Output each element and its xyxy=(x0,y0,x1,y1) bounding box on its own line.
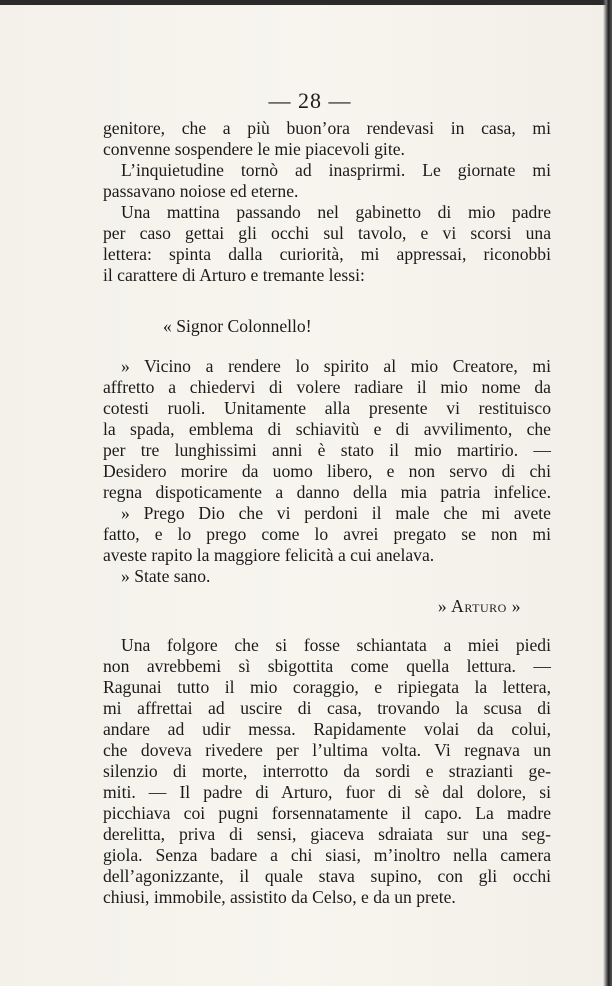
text-line: Una folgore che si fosse schiantata a miei piedi xyxy=(121,635,551,655)
text-line: convenne sospendere le mie piacevoli gite. xyxy=(103,139,405,159)
paragraph-block-1 xyxy=(103,118,551,286)
text-line: Una mattina passando nel gabinetto di mio padre xyxy=(121,202,551,222)
paragraph-block-2 xyxy=(103,635,551,908)
text-line: dell’agonizzante, il quale stava supino, con gli occhi xyxy=(103,866,551,886)
text-line: miti. — Il padre di Arturo, fuor di sè dal dolore, si xyxy=(103,782,551,802)
letter-body xyxy=(103,356,551,587)
text-line: lettera: spinta dalla curiorità, mi appressai, riconobbi xyxy=(103,244,551,264)
text-line: chiusi, immobile, assistito da Celso, e da un prete. xyxy=(103,887,456,907)
text-line: cotesti ruoli. Unitamente alla presente vi restituisco xyxy=(103,398,551,418)
text-line: Ragunai tutto il mio coraggio, e ripiegata la lettera, xyxy=(103,677,551,697)
text-line: andare ad udir messa. Rapidamente volai da colui, xyxy=(103,719,551,739)
page-number: — 28 — xyxy=(268,88,352,113)
text-line: affretto a chiedervi di volere radiare il mio nome da xyxy=(103,377,551,397)
text-line: che doveva rivedere per l’ultima volta. Vi regnava un xyxy=(103,740,551,760)
letter-signature-block xyxy=(103,596,551,617)
text-line: » Vicino a rendere lo spirito al mio Creatore, mi xyxy=(121,356,551,376)
text-line: regna dispoticamente a danno della mia patria infelice. xyxy=(103,482,551,502)
text-line: fatto, e lo prego come lo avrei pregato se non mi xyxy=(103,524,551,544)
text-line: passavano noiose ed eterne. xyxy=(103,181,299,201)
letter-salutation-block xyxy=(103,316,551,337)
text-line: il carattere di Arturo e tremante lessi: xyxy=(103,265,365,285)
text-line: la spada, emblema di schiavitù e di avvilimento, che xyxy=(103,419,551,439)
text-line: derelitta, priva di sensi, giaceva sdraiata sur una seg- xyxy=(103,824,551,844)
letter-salutation: « Signor Colonnello! xyxy=(163,316,312,336)
text-line: Desidero morire da uomo libero, e non servo di chi xyxy=(103,461,551,481)
text-line: L’inquietudine tornò ad inasprirmi. Le giornate mi xyxy=(121,160,551,180)
page-top-edge xyxy=(0,0,612,5)
text-line: non avrebbemi sì sbigottita come quella lettura. — xyxy=(103,656,551,676)
text-line: per tre lunghissimi anni è stato il mio martirio. — xyxy=(103,440,551,460)
text-line: giola. Senza badare a chi siasi, m’inoltro nella camera xyxy=(103,845,551,865)
text-line: genitore, che a più buon’ora rendevasi in casa, mi xyxy=(103,118,551,138)
page-binding-edge xyxy=(603,0,612,986)
text-line: » State sano. xyxy=(121,566,211,586)
letter-signature: » Arturo » xyxy=(437,596,521,616)
text-line: per caso gettai gli occhi sul tavolo, e vi scorsi una xyxy=(103,223,551,243)
text-line: aveste rapito la maggiore felicità a cui anelava. xyxy=(103,545,435,565)
text-line: silenzio di morte, interrotto da sordi e strazianti ge- xyxy=(103,761,551,781)
text-line: mi affrettai ad uscire di casa, trovando la scusa di xyxy=(103,698,551,718)
text-line: » Prego Dio che vi perdoni il male che mi avete xyxy=(121,503,551,523)
text-line: picchiava coi pugni forsennatamente il capo. La madre xyxy=(103,803,551,823)
